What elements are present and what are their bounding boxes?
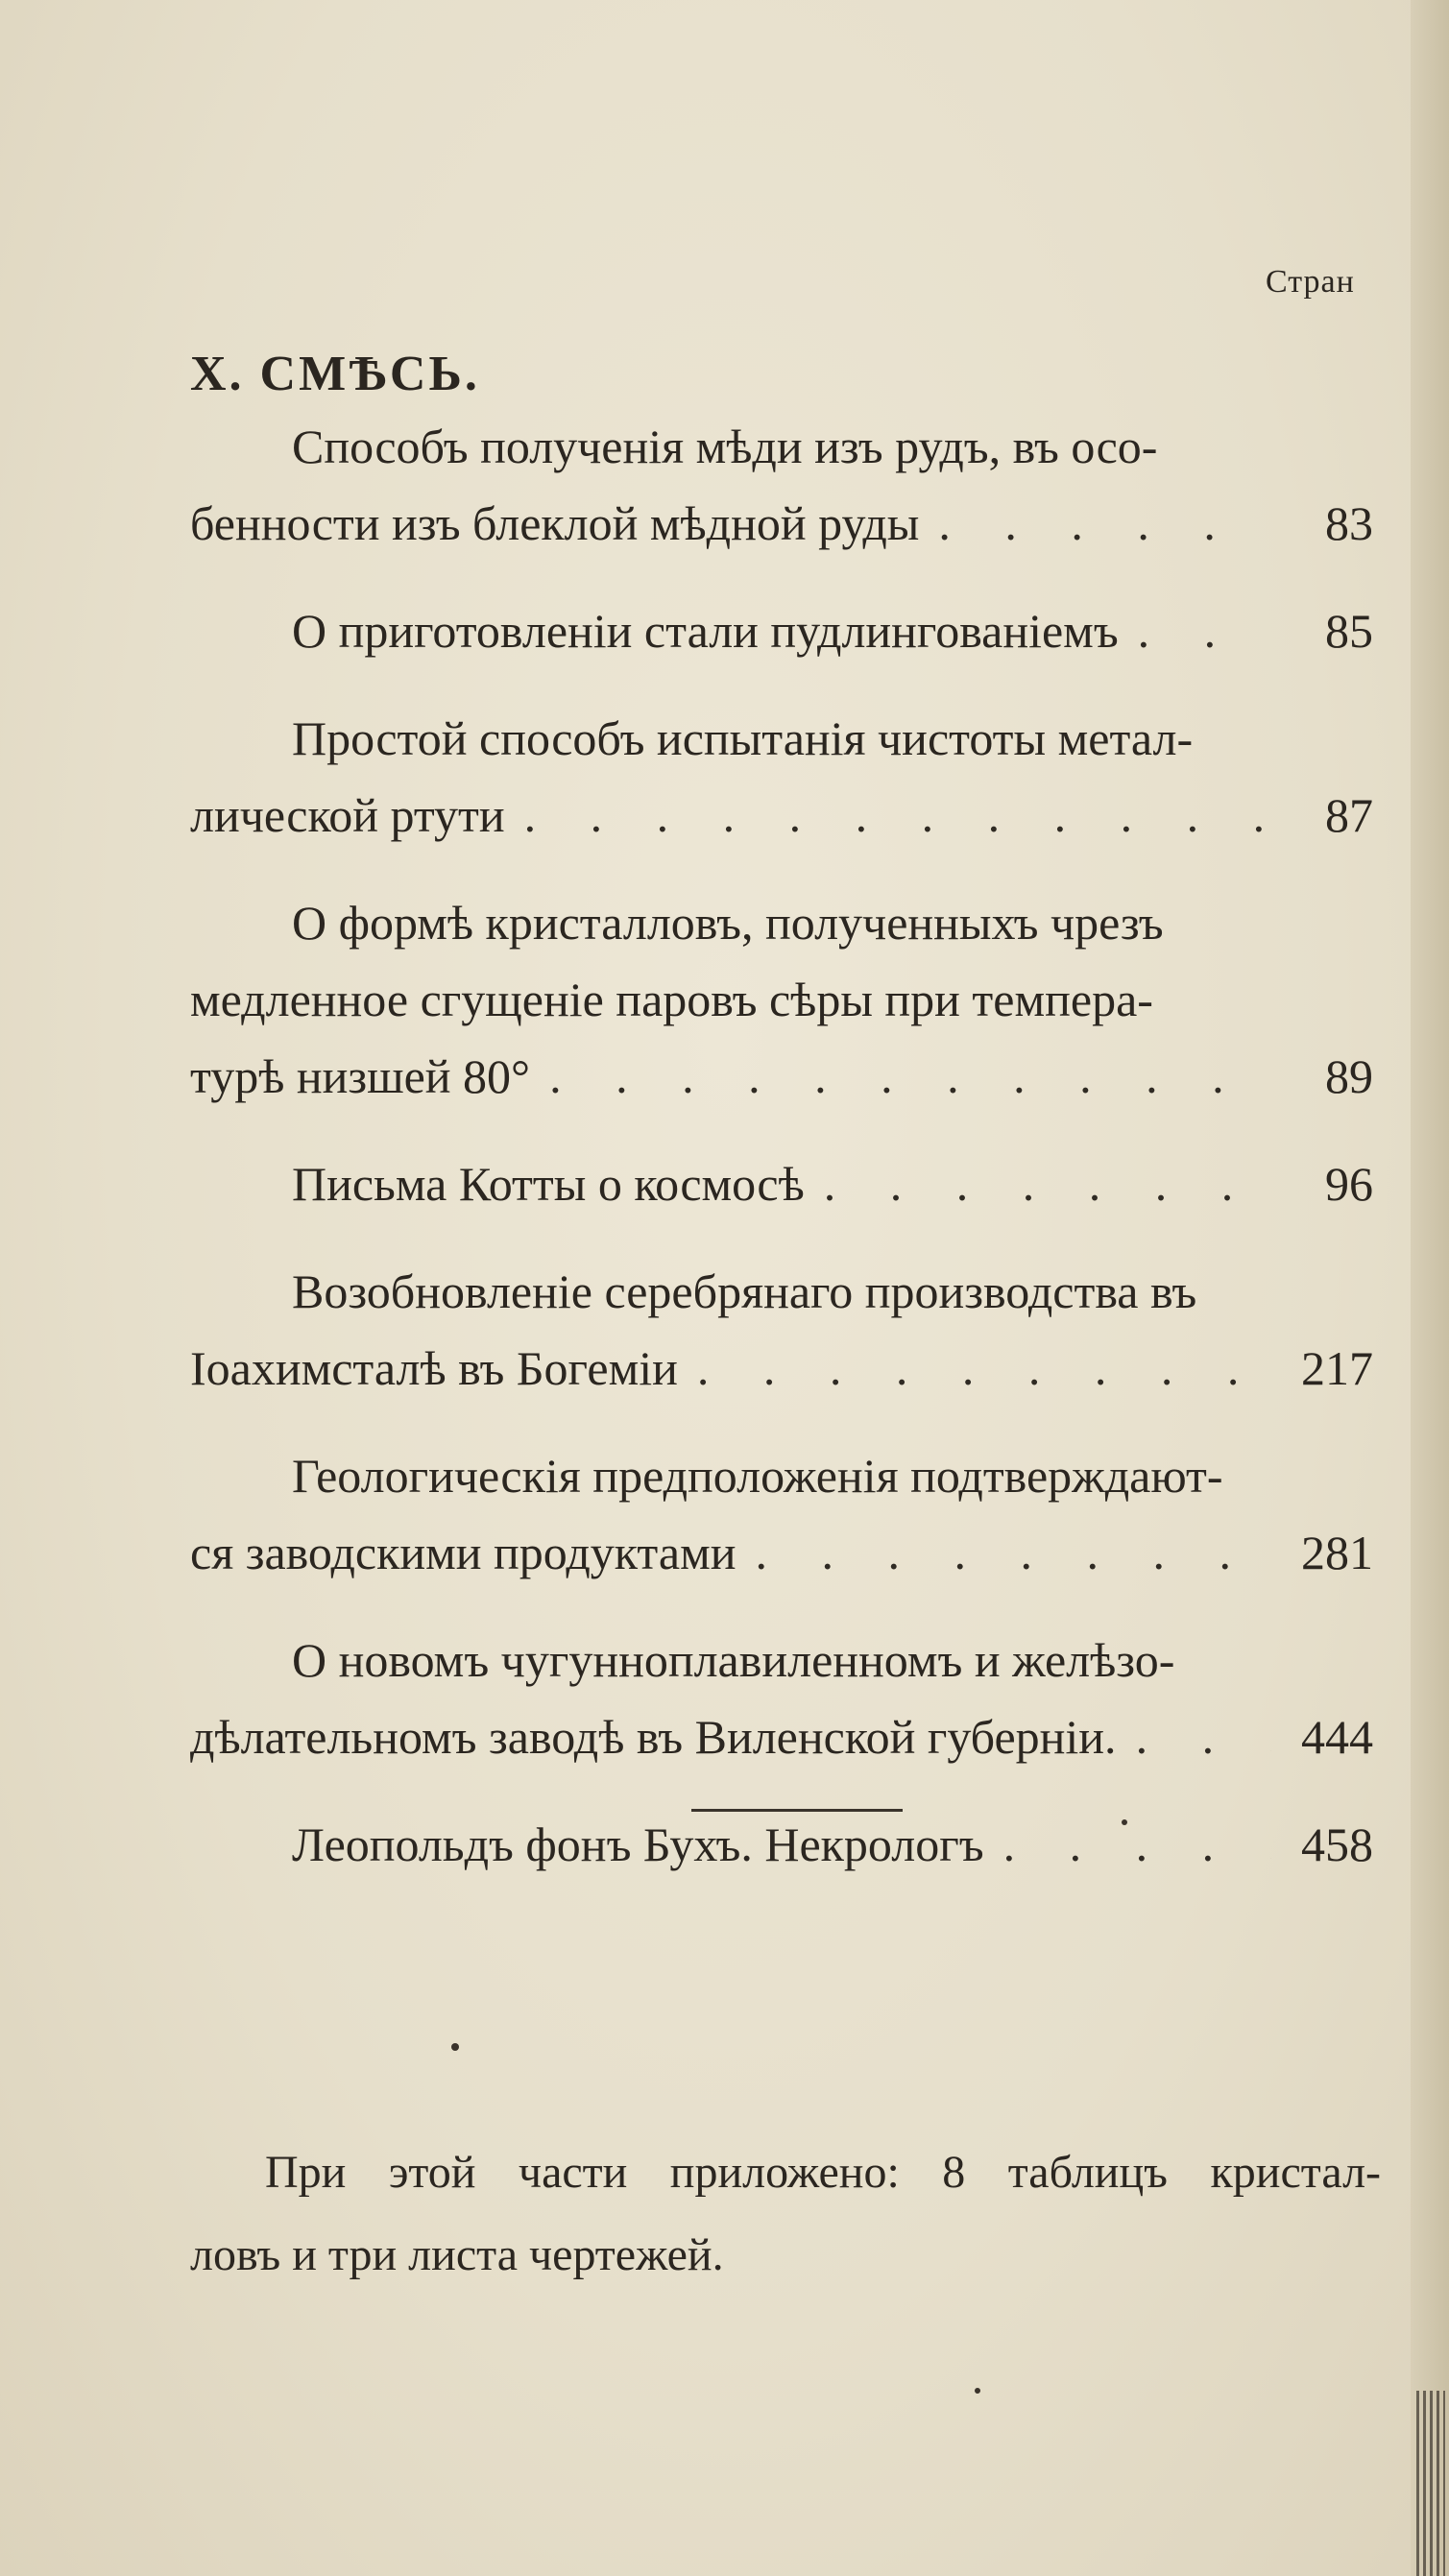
appendix-note-line: ловъ и три листа чертежей. [190,2229,724,2280]
toc-entry-line [190,961,1373,1038]
toc-entry-text: Простой способъ испытанія чистоты метал- [292,711,1194,765]
toc-entry-line [190,884,1373,961]
toc-entry-line [190,1253,1373,1330]
toc-page-number: 85 [1325,604,1373,658]
toc-entry-line [190,1622,1373,1698]
dot-leader [549,1038,1271,1115]
ink-speck [451,2043,459,2051]
toc-entry [190,1806,1373,1883]
toc-page-number: 87 [1325,788,1373,842]
toc-entry-text: турѣ низшей 80° [190,1049,531,1103]
toc-entry-line [190,1514,1373,1591]
toc-entry-text: Леопольдъ фонъ Бухъ. Некрологъ [292,1818,984,1871]
toc-entry [190,700,1373,854]
toc-entry [190,884,1373,1115]
toc-entry-text: медленное сгущеніе паровъ сѣры при темпера- [190,973,1153,1026]
page-column-label: Стран [1266,264,1355,300]
toc-page-number: 444 [1301,1710,1373,1764]
dot-leader [1138,592,1271,669]
toc-entry-line [190,777,1373,854]
section-heading: X. СМѢСЬ. [190,347,480,401]
toc-entry [190,1253,1373,1407]
ink-speck [1122,1819,1127,1825]
toc-entry-text: Возобновленіе серебрянаго производства въ [292,1264,1197,1318]
toc-entry [190,592,1373,669]
toc-entry-line [190,485,1373,562]
dot-leader [824,1145,1271,1222]
toc-entry [190,1145,1373,1222]
toc-page-number: 83 [1325,496,1373,550]
appendix-note [190,2131,1381,2297]
toc-entry-line [190,700,1373,777]
toc-entry-text: Геологическія предположенія подтверждают- [292,1449,1223,1503]
dot-leader [524,777,1271,854]
toc-page-number: 96 [1325,1157,1373,1211]
toc-entry-text: дѣлательномъ заводѣ въ Виленской губерніи. [190,1710,1117,1764]
toc-entry-text: ся заводскими продуктами [190,1526,737,1579]
toc-entry [190,1437,1373,1591]
toc-entry-line [190,1038,1373,1115]
toc-entry [190,1622,1373,1775]
toc-entry-text: О приготовленіи стали пудлингованіемъ [292,604,1119,658]
separator-rule [691,1809,903,1812]
toc-entry-text: Іоахимсталѣ въ Богеміи [190,1341,678,1395]
toc-entry-text: бенности изъ блеклой мѣдной руды [190,496,920,550]
toc-page-number: 281 [1301,1526,1373,1579]
toc-entry-text: О формѣ кристалловъ, полученныхъ чрезъ [292,896,1164,950]
page-edge [1411,0,1449,2576]
toc-entry-text: лической ртути [190,788,505,842]
ink-speck [975,2388,980,2394]
toc-entry [190,408,1373,562]
toc-page-number: 89 [1325,1049,1373,1103]
toc-entry-line [190,1145,1373,1222]
toc-entry-line [190,1330,1373,1407]
dot-leader [755,1514,1271,1591]
dot-leader [697,1330,1271,1407]
toc-entry-line [190,1437,1373,1514]
toc-entry-line [190,1698,1373,1775]
dot-leader [1136,1698,1271,1775]
dot-leader [938,485,1271,562]
toc-entry-line [190,408,1373,485]
toc-entry-text: О новомъ чугунноплавиленномъ и желѣзо- [292,1633,1175,1687]
toc-page-number: 458 [1301,1818,1373,1871]
toc-entry-text: Способъ полученія мѣди изъ рудъ, въ осо- [292,420,1158,473]
toc-entry-text: Письма Котты о космосѣ [292,1157,805,1211]
toc-entry-line [190,592,1373,669]
table-of-contents [190,408,1373,1914]
binding-marks [1416,2391,1445,2576]
dot-leader [1003,1806,1271,1883]
toc-entry-line [190,1806,1373,1883]
appendix-note-line: При этой части приложено: 8 таблицъ кристал- [265,2147,1381,2198]
toc-page-number: 217 [1301,1341,1373,1395]
